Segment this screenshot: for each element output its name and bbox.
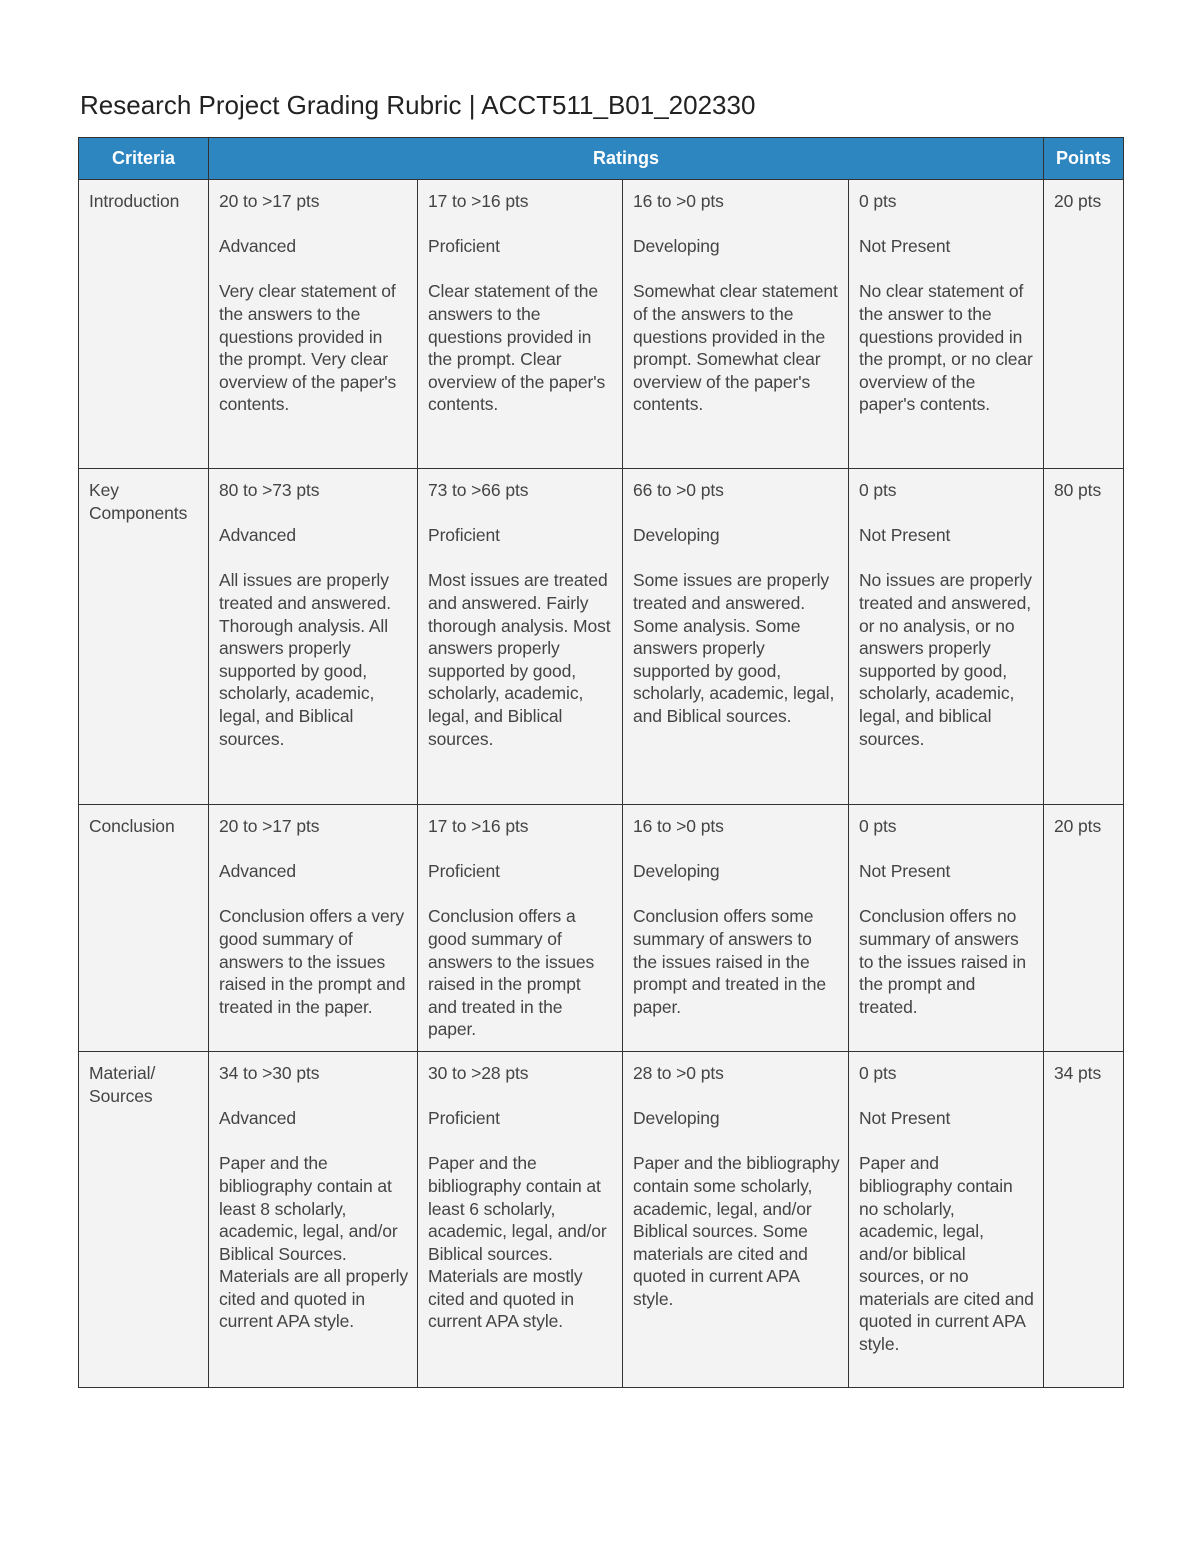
rating-range: 0 pts: [859, 1062, 897, 1083]
rating-description: Very clear statement of the answers to the questions provided in the prompt. Very clear overview of the paper's contents.: [219, 281, 397, 415]
rating-range: 34 to >30 pts: [219, 1062, 320, 1083]
rating-description: No issues are properly treated and answered, or no analysis, or no answers properly supported by good, scholarly, academic, legal, and biblical sources.: [859, 570, 1032, 749]
rating-range: 16 to >0 pts: [633, 816, 724, 836]
rubric-row-introduction: [79, 180, 1124, 469]
rating-level: Developing: [633, 1108, 720, 1129]
ratings-header: Ratings: [209, 138, 1044, 180]
criterion-cell: Material/ Sources: [79, 1051, 209, 1387]
rating-description: Conclusion offers a very good summary of answers to the issues raised in the prompt and treated in the paper.: [219, 906, 406, 1017]
criterion-cell: Key Components: [79, 469, 209, 805]
rating-range: 66 to >0 pts: [633, 480, 724, 500]
rating-description: Somewhat clear statement of the answers to the questions provided in the prompt. Somewhat clear overview of the paper's contents.: [633, 281, 838, 415]
rating-level: Not Present: [859, 525, 951, 546]
rating-range: 0 pts: [859, 480, 897, 500]
rating-description: Clear statement of the answers to the questions provided in the prompt. Clear overview of the paper's contents.: [428, 281, 606, 415]
rating-level: Developing: [633, 236, 720, 257]
rubric-row-conclusion: [79, 805, 1124, 1052]
rating-description: Paper and the bibliography contain some scholarly, academic, legal, and/or Biblical sources. Some materials are cited and quoted in current APA style.: [633, 1153, 840, 1309]
points-cell: 20 pts: [1044, 805, 1124, 1052]
rubric-table: [78, 137, 1124, 1388]
rating-description: Conclusion offers a good summary of answers to the issues raised in the prompt and treated in the paper.: [428, 906, 595, 1040]
rating-range: 20 to >17 pts: [219, 191, 320, 211]
rating-level: Not Present: [859, 1108, 951, 1129]
page-title: Research Project Grading Rubric | ACCT511_B01_202330: [80, 90, 756, 120]
rating-cell-developing: [623, 469, 849, 805]
rating-level: Not Present: [859, 861, 951, 882]
rating-description: Paper and bibliography contain no scholarly, academic, legal, and/or biblical sources, or no materials are cited and quoted in current APA style.: [859, 1153, 1034, 1355]
rating-range: 0 pts: [859, 191, 897, 211]
rating-level: Advanced: [219, 861, 297, 882]
points-cell: 80 pts: [1044, 469, 1124, 805]
rating-cell-developing: [623, 180, 849, 469]
rating-range: 17 to >16 pts: [428, 191, 529, 211]
points-header: Points: [1044, 138, 1124, 180]
rating-range: 30 to >28 pts: [428, 1062, 529, 1083]
rating-level: Developing: [633, 861, 720, 882]
rubric-row-key-components: [79, 469, 1124, 805]
rating-level: Proficient: [428, 861, 500, 882]
rating-description: Conclusion offers no summary of answers to the issues raised in the prompt and treated.: [859, 906, 1026, 1017]
rubric-row-material-sources: [79, 1051, 1124, 1387]
rating-level: Advanced: [219, 236, 297, 257]
header-row: [79, 138, 1124, 180]
rating-cell-advanced: [209, 180, 418, 469]
rating-cell-not-present: [849, 180, 1044, 469]
points-cell: 20 pts: [1044, 180, 1124, 469]
rating-cell-developing: [623, 805, 849, 1052]
rating-description: Paper and the bibliography contain at least 8 scholarly, academic, legal, and/or Biblical Sources. Materials are all properly cited and quoted in current APA style.: [219, 1153, 409, 1332]
criterion-cell: Conclusion: [79, 805, 209, 1052]
rating-description: Conclusion offers some summary of answers to the issues raised in the prompt and treated in the paper.: [633, 906, 827, 1017]
rating-description: Most issues are treated and answered. Fairly thorough analysis. Most answers properly supported by good, scholarly, academic, legal, and Biblical sources.: [428, 570, 611, 749]
rating-level: Not Present: [859, 236, 951, 257]
rating-description: Paper and the bibliography contain at least 6 scholarly, academic, legal, and/or Biblical sources. Materials are mostly cited and quoted in current APA style.: [428, 1153, 607, 1332]
rating-cell-not-present: [849, 1051, 1044, 1387]
rating-level: Advanced: [219, 525, 297, 546]
rating-level: Proficient: [428, 1108, 500, 1129]
rating-range: 80 to >73 pts: [219, 480, 320, 500]
rating-description: All issues are properly treated and answered. Thorough analysis. All answers properly supported by good, scholarly, academic, legal, and Biblical sources.: [219, 570, 392, 749]
rating-cell-advanced: [209, 1051, 418, 1387]
rating-level: Proficient: [428, 525, 500, 546]
rating-level: Proficient: [428, 236, 500, 257]
rating-cell-not-present: [849, 469, 1044, 805]
points-cell: 34 pts: [1044, 1051, 1124, 1387]
criteria-header: Criteria: [79, 138, 209, 180]
rating-range: 0 pts: [859, 816, 897, 836]
rating-cell-proficient: [418, 180, 623, 469]
rating-level: Developing: [633, 525, 720, 546]
rating-description: No clear statement of the answer to the questions provided in the prompt, or no clear overview of the paper's contents.: [859, 281, 1033, 415]
rating-level: Advanced: [219, 1108, 297, 1129]
rating-range: 16 to >0 pts: [633, 191, 724, 211]
rating-range: 73 to >66 pts: [428, 480, 529, 500]
rating-range: 17 to >16 pts: [428, 816, 529, 836]
rating-cell-advanced: [209, 469, 418, 805]
rating-cell-not-present: [849, 805, 1044, 1052]
rating-range: 20 to >17 pts: [219, 816, 320, 836]
rating-cell-advanced: [209, 805, 418, 1052]
rating-cell-proficient: [418, 805, 623, 1052]
rating-cell-developing: [623, 1051, 849, 1387]
criterion-cell: Introduction: [79, 180, 209, 469]
rating-description: Some issues are properly treated and answered. Some analysis. Some answers properly supported by good, scholarly, academic, legal, and Biblical sources.: [633, 570, 835, 726]
rating-cell-proficient: [418, 469, 623, 805]
rating-range: 28 to >0 pts: [633, 1062, 724, 1083]
rating-cell-proficient: [418, 1051, 623, 1387]
